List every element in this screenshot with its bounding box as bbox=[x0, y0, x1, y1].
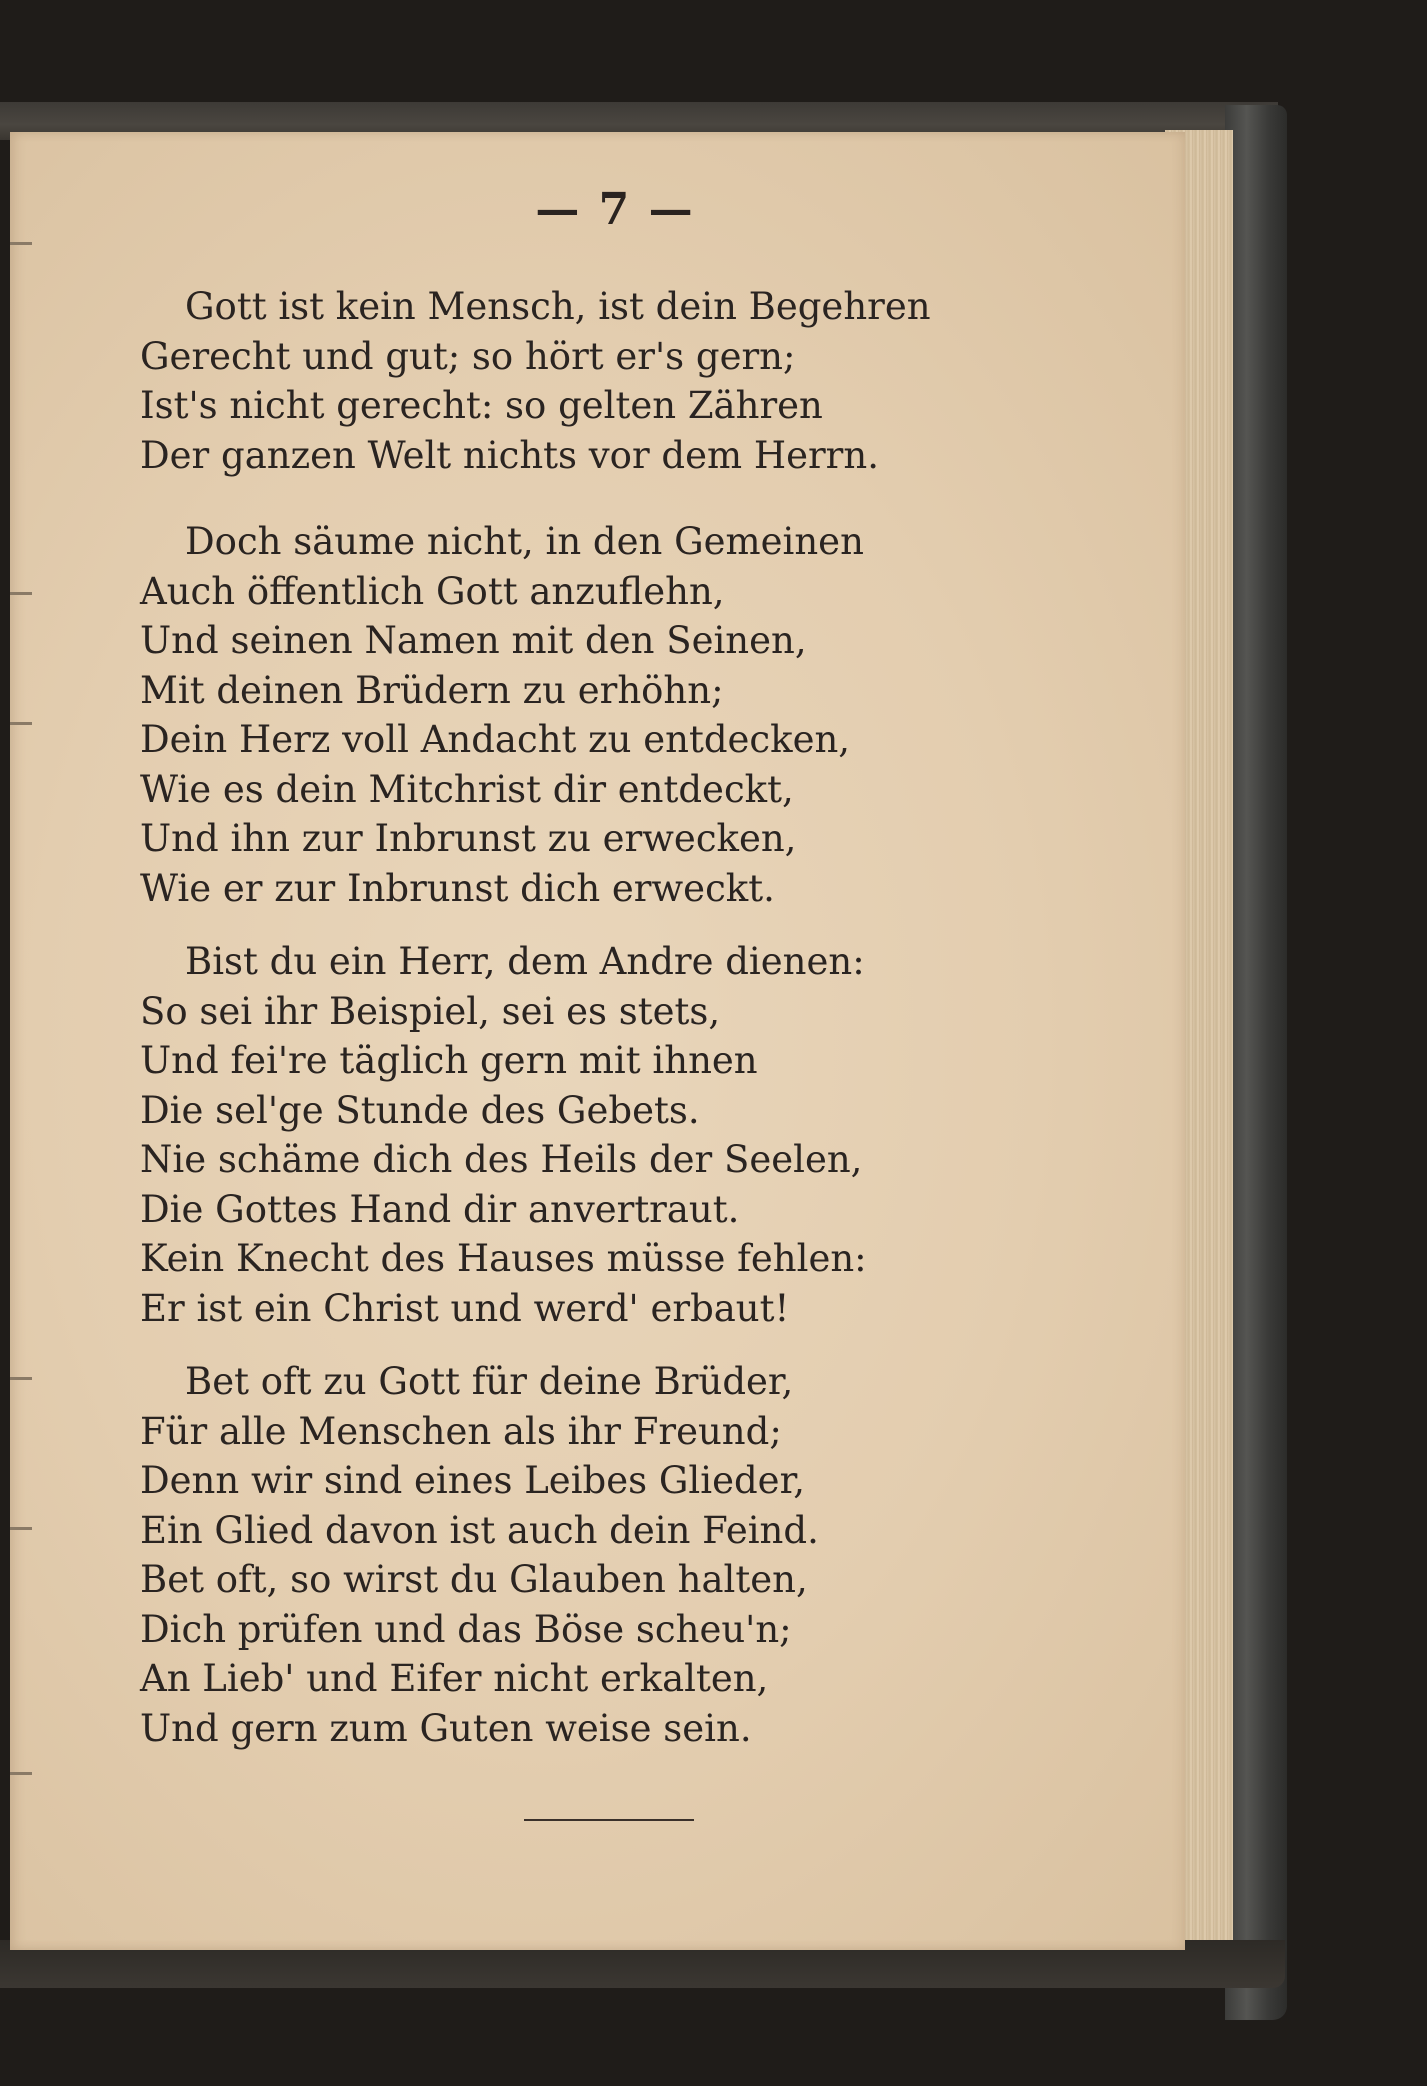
verse-line: Bet oft, so wirst du Glauben halten, bbox=[140, 1558, 808, 1601]
verse-line: Ist's nicht gerecht: so gelten Zähren bbox=[140, 384, 823, 427]
verse-line: Für alle Menschen als ihr Freund; bbox=[140, 1409, 782, 1453]
verse-line: Er ist ein Christ und werd' erbaut! bbox=[140, 1286, 790, 1330]
binding-thread-mark bbox=[10, 1527, 32, 1530]
book-page bbox=[10, 132, 1185, 1950]
verse-line: Gott ist kein Mensch, ist dein Begehren bbox=[185, 285, 931, 328]
verse-2 bbox=[140, 517, 864, 913]
binding-thread-mark bbox=[10, 1772, 32, 1775]
verse-line: Nie schäme dich des Heils der Seelen, bbox=[140, 1138, 863, 1181]
verse-line: Ein Glied davon ist auch dein Feind. bbox=[140, 1508, 819, 1552]
binding-thread-mark bbox=[10, 242, 32, 245]
binding-thread-mark bbox=[10, 1377, 32, 1380]
verse-line: Bist du ein Herr, dem Andre dienen: bbox=[185, 940, 865, 983]
verse-line: Dein Herz voll Andacht zu entdecken, bbox=[140, 718, 851, 761]
verse-line: Doch säume nicht, in den Gemeinen bbox=[185, 520, 864, 563]
verse-1 bbox=[140, 282, 931, 480]
verse-3 bbox=[140, 937, 867, 1333]
book-cover-spine-edge bbox=[1225, 105, 1287, 2020]
verse-line: Wie er zur Inbrunst dich erweckt. bbox=[140, 866, 775, 910]
verse-line: Und gern zum Guten weise sein. bbox=[140, 1706, 752, 1750]
verse-line: Wie es dein Mitchrist dir entdeckt, bbox=[140, 767, 794, 811]
verse-line: Die Gottes Hand dir anvertraut. bbox=[140, 1187, 740, 1231]
page-number: — 7 — bbox=[535, 184, 695, 235]
verse-line: So sei ihr Beispiel, sei es stets, bbox=[140, 989, 721, 1033]
verse-line: Gerecht und gut; so hört er's gern; bbox=[140, 334, 796, 378]
verse-line: Bet oft zu Gott für deine Brüder, bbox=[185, 1360, 794, 1403]
verse-line: Die sel'ge Stunde des Gebets. bbox=[140, 1088, 700, 1132]
verse-line: An Lieb' und Eifer nicht erkalten, bbox=[140, 1657, 769, 1700]
verse-line: Der ganzen Welt nichts vor dem Herrn. bbox=[140, 433, 879, 477]
binding-thread-mark bbox=[10, 722, 32, 725]
end-rule bbox=[524, 1819, 694, 1821]
verse-line: Und seinen Namen mit den Seinen, bbox=[140, 619, 807, 662]
verse-line: Dich prüfen und das Böse scheu'n; bbox=[140, 1607, 792, 1651]
verse-line: Kein Knecht des Hauses müsse fehlen: bbox=[140, 1237, 867, 1280]
verse-4 bbox=[140, 1357, 819, 1753]
binding-thread-mark bbox=[10, 592, 32, 595]
verse-line: Auch öffentlich Gott anzuflehn, bbox=[140, 569, 725, 613]
verse-line: Denn wir sind eines Leibes Glieder, bbox=[140, 1459, 805, 1502]
verse-line: Und fei're täglich gern mit ihnen bbox=[140, 1039, 758, 1082]
verse-line: Und ihn zur Inbrunst zu erwecken, bbox=[140, 817, 797, 860]
verse-line: Mit deinen Brüdern zu erhöhn; bbox=[140, 668, 724, 712]
